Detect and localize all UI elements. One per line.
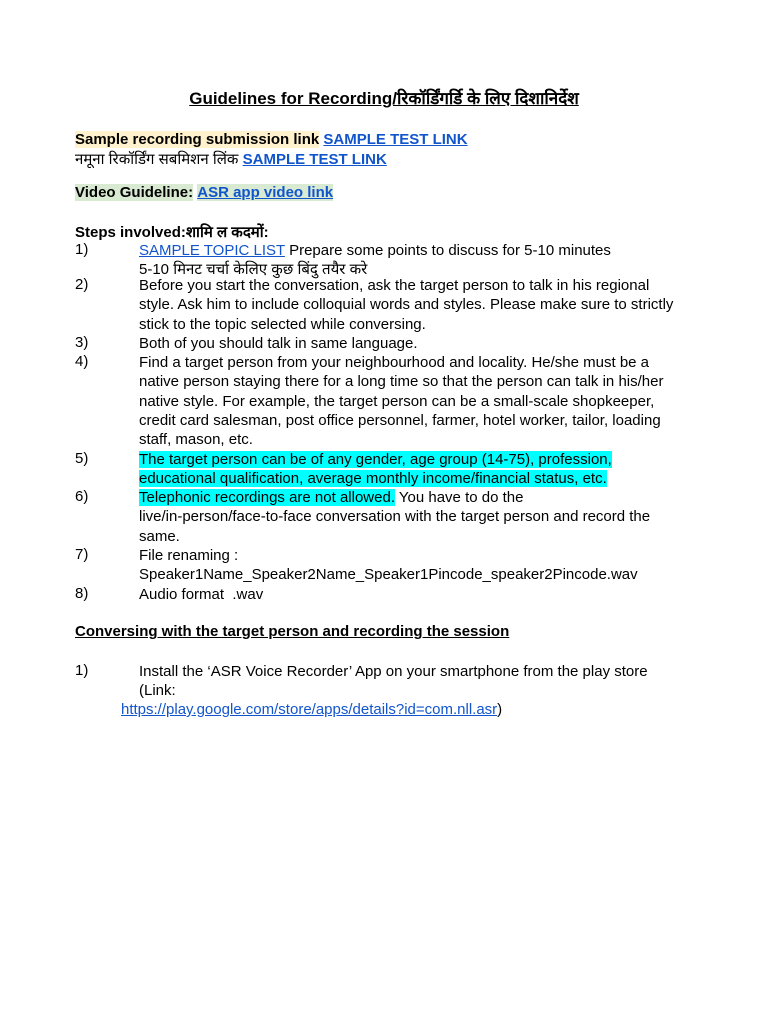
step-8-content [139, 585, 699, 604]
submission-line-hi [75, 149, 387, 169]
step-line [139, 450, 699, 469]
step-number: 8) [75, 585, 89, 602]
step-number: 2) [75, 276, 89, 293]
highlighted-text: The target person can be of any gender, age group (14-75), profession, [139, 451, 612, 468]
step-number: 7) [75, 546, 89, 563]
sample-topic-list-link[interactable]: SAMPLE TOPIC LIST [139, 242, 285, 259]
step-1-content [139, 241, 699, 280]
step-line: (Link: [139, 682, 176, 700]
section-heading: Conversing with the target person and recording the session [75, 623, 510, 640]
step-number: 1) [75, 241, 89, 258]
step-number: 4) [75, 353, 89, 370]
step-line: Speaker1Name_Speaker2Name_Speaker1Pincode_speaker2Pincode.wav [139, 566, 638, 584]
highlighted-text: educational qualification, average monthly income/financial status, etc. [139, 470, 607, 488]
step-line: Before you start the conversation, ask the target person to talk in his regional [139, 277, 650, 294]
video-guideline-label: Video Guideline: [75, 184, 194, 201]
step-line: style. Ask him to include colloquial words and styles. Please make sure to strictly [139, 296, 674, 314]
section2-step-content [139, 662, 699, 701]
step-line: same. [139, 527, 180, 545]
sample-test-link-hi[interactable]: SAMPLE TEST LINK [242, 151, 387, 168]
step-line: live/in-person/face-to-face conversation with the target person and record the [139, 508, 651, 526]
step-line: Audio format .wav [139, 586, 264, 603]
step-line: Both of you should talk in same language. [139, 335, 418, 352]
step-number: 5) [75, 450, 89, 467]
step-line [139, 469, 699, 488]
step-number: 3) [75, 334, 89, 351]
step-line: File renaming : [139, 547, 239, 564]
link-suffix: ) [497, 701, 503, 718]
step-number: 1) [75, 662, 89, 679]
step-text: You have to do the [395, 489, 524, 506]
highlighted-text: Telephonic recordings are not allowed. [139, 489, 395, 506]
page-title: Guidelines for Recording/रिकॉर्डिंगर्डि के लिए दिशानिर्देश [189, 89, 579, 108]
step-2-content [139, 276, 699, 334]
submission-label-en: Sample recording submission link [75, 131, 320, 148]
step-line: 5-10 मिनट चर्चा केलिए कुछ बिंदु तयैर करे [139, 261, 368, 279]
submission-label-hi: नमूना रिकॉर्डिंग सबमिशन लिंक [75, 151, 239, 168]
step-line [139, 241, 699, 260]
step-line: staff, mason, etc. [139, 431, 253, 449]
step-number: 6) [75, 488, 89, 505]
step-line: Install the ‘ASR Voice Recorder’ App on your smartphone from the play store [139, 663, 648, 680]
step-line [139, 488, 699, 507]
step-line: native style. For example, the target person can be a small-scale shopkeeper, [139, 392, 655, 410]
step-line: stick to the topic selected while conversing. [139, 315, 426, 333]
sample-test-link-en[interactable]: SAMPLE TEST LINK [323, 131, 468, 148]
step-line: native person staying there for a long time so that the person can talk in his/her [139, 373, 664, 391]
play-store-link-line [121, 701, 502, 718]
step-7-content [139, 546, 699, 585]
step-4-content [139, 353, 699, 449]
step-text: Prepare some points to discuss for 5-10 minutes [289, 242, 611, 259]
play-store-link[interactable]: https://play.google.com/store/apps/details?id=com.nll.asr [121, 701, 498, 718]
step-line: credit card salesman, post office personnel, farmer, hotel worker, tailor, loading [139, 411, 661, 429]
step-line: Find a target person from your neighbourhood and locality. He/she must be a [139, 354, 650, 371]
step-3-content [139, 334, 699, 353]
submission-line-en [75, 131, 468, 148]
step-6-content [139, 488, 699, 546]
step-5-content [139, 450, 699, 489]
video-guideline-line [75, 184, 333, 201]
asr-app-video-link[interactable]: ASR app video link [197, 184, 334, 201]
steps-heading: Steps involved:शामि ल कदमों: [75, 224, 269, 241]
